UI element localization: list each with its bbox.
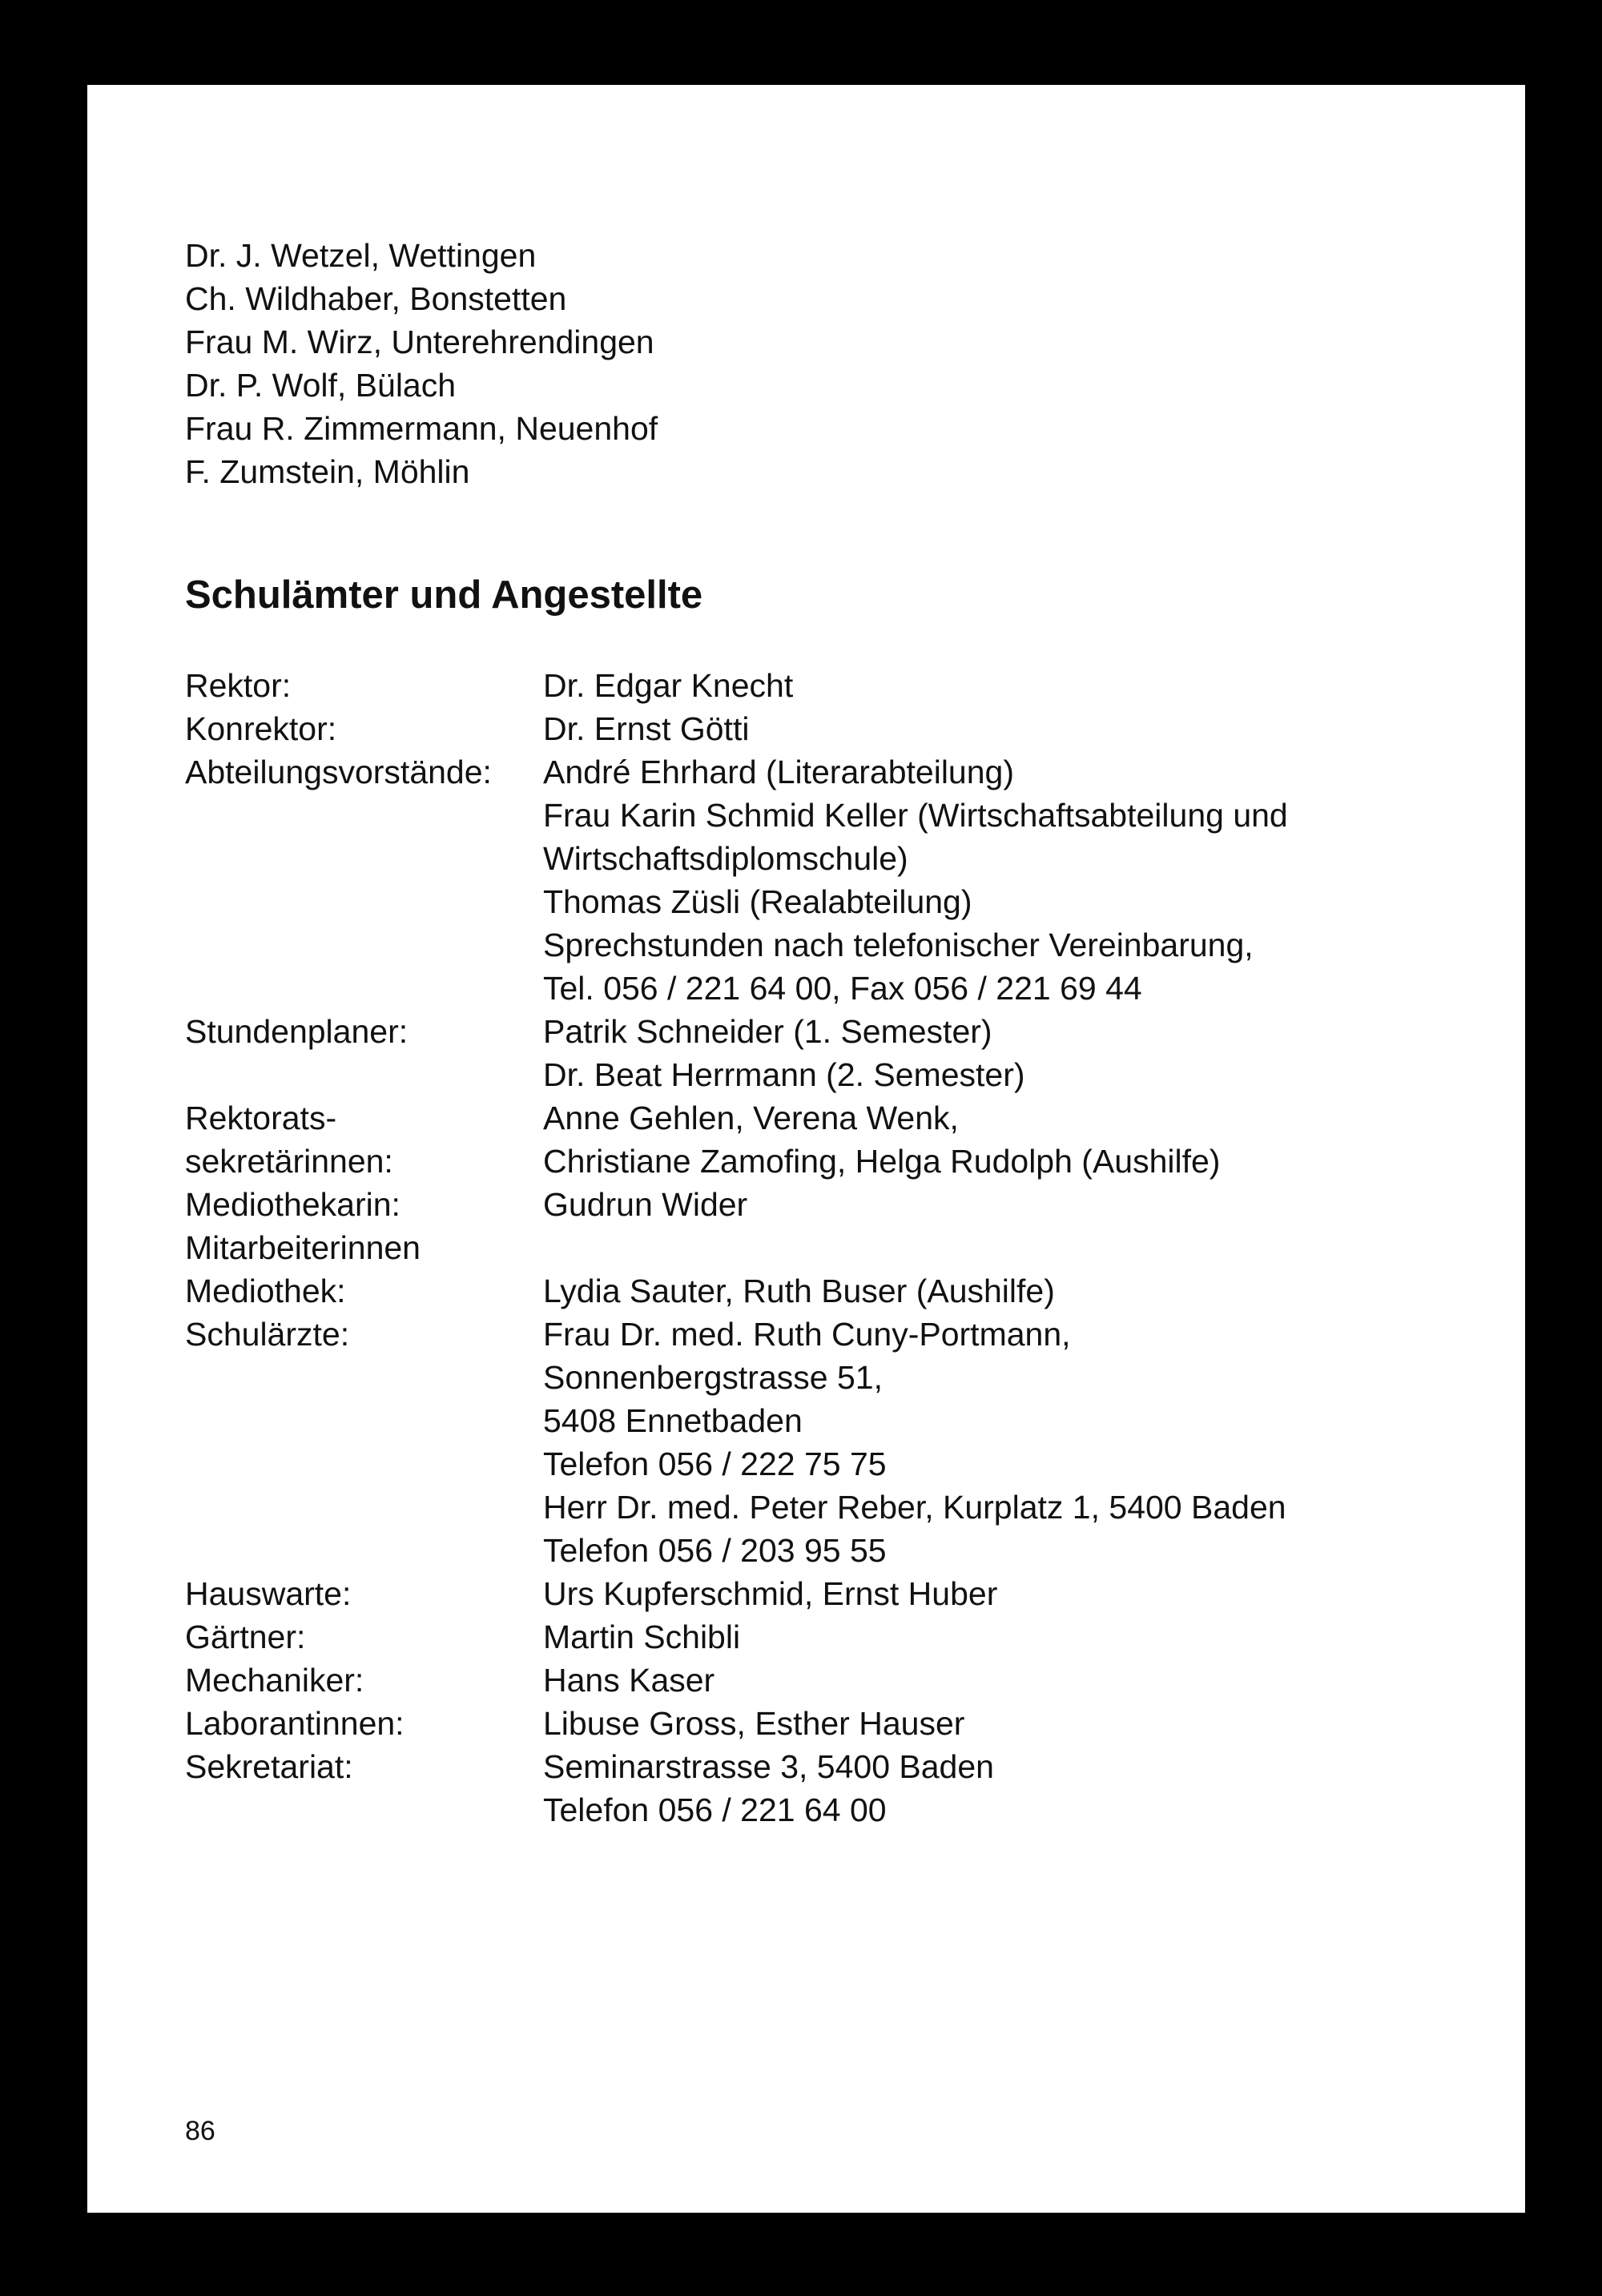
staff-value-line: Dr. Edgar Knecht (543, 667, 794, 704)
staff-role-label: Schulärzte: (185, 1316, 350, 1353)
staff-value-line: Thomas Züsli (Realabteilung) (543, 883, 972, 920)
staff-role-label: Mediothek: (185, 1273, 346, 1309)
staff-row (185, 664, 1288, 707)
staff-values (543, 664, 793, 707)
staff-value-line: Sprechstunden nach telefonischer Vereinbarung, (543, 927, 1254, 963)
staff-value-line: Hans Kaser (543, 1662, 715, 1699)
staff-value-line: Tel. 056 / 221 64 00, Fax 056 / 221 69 44 (543, 970, 1142, 1007)
staff-value-line: Dr. Ernst Götti (543, 710, 750, 747)
staff-row (185, 1615, 1288, 1659)
staff-role-label: Rektorats- (185, 1100, 337, 1136)
staff-value-line: Dr. Beat Herrmann (2. Semester) (543, 1056, 1025, 1093)
staff-table (185, 664, 1288, 1832)
staff-row (185, 1572, 1288, 1615)
staff-role-label: Mediothekarin: (185, 1186, 400, 1223)
staff-values (543, 1313, 1286, 1572)
staff-role-label: sekretärinnen: (185, 1143, 393, 1180)
staff-values (543, 1010, 1025, 1096)
staff-value-line: Herr Dr. med. Peter Reber, Kurplatz 1, 5400 Baden (543, 1489, 1286, 1526)
staff-values (543, 1572, 997, 1615)
staff-role-label: Abteilungsvorstände: (185, 754, 492, 790)
staff-value-line: Lydia Sauter, Ruth Buser (Aushilfe) (543, 1273, 1055, 1309)
member-list (185, 234, 658, 493)
member-list-item: Ch. Wildhaber, Bonstetten (185, 280, 567, 317)
staff-value-line (543, 1226, 552, 1269)
staff-row (185, 750, 1288, 1010)
staff-row (185, 1096, 1288, 1140)
member-list-item: Dr. J. Wetzel, Wettingen (185, 237, 537, 274)
staff-row (185, 1226, 1288, 1269)
staff-values (543, 1183, 747, 1226)
staff-role-label: Sekretariat: (185, 1748, 353, 1785)
staff-role-label: Mechaniker: (185, 1662, 364, 1699)
staff-row (185, 1659, 1288, 1702)
staff-value-line: Libuse Gross, Esther Hauser (543, 1705, 965, 1742)
page-number: 86 (185, 2116, 215, 2146)
member-list-item: Frau M. Wirz, Unterehrendingen (185, 324, 654, 360)
member-list-item: F. Zumstein, Möhlin (185, 453, 470, 490)
staff-row (185, 1313, 1288, 1572)
staff-row (185, 1140, 1288, 1183)
staff-value-line: Frau Karin Schmid Keller (Wirtschaftsabteilung und (543, 797, 1288, 834)
staff-value-line: Telefon 056 / 203 95 55 (543, 1532, 887, 1569)
staff-value-line: Telefon 056 / 222 75 75 (543, 1446, 887, 1482)
staff-value-line: Sonnenbergstrasse 51, (543, 1359, 883, 1396)
staff-values (543, 1096, 959, 1140)
staff-value-line: Seminarstrasse 3, 5400 Baden (543, 1748, 994, 1785)
staff-role-label: Rektor: (185, 667, 292, 704)
staff-value-line: Urs Kupferschmid, Ernst Huber (543, 1575, 998, 1612)
staff-role-label: Gärtner: (185, 1618, 306, 1655)
staff-values (543, 1659, 714, 1702)
staff-value-line: Wirtschaftsdiplomschule) (543, 840, 908, 877)
staff-values (543, 750, 1288, 1010)
section-title: Schulämter und Angestellte (185, 573, 703, 617)
staff-values (543, 1226, 552, 1269)
staff-value-line: Gudrun Wider (543, 1186, 748, 1223)
staff-row (185, 1010, 1288, 1096)
staff-role-label: Konrektor: (185, 710, 337, 747)
staff-value-line: Frau Dr. med. Ruth Cuny-Portmann, (543, 1316, 1071, 1353)
staff-value-line: André Ehrhard (Literarabteilung) (543, 754, 1014, 790)
staff-values (543, 1745, 994, 1832)
staff-values (543, 1702, 964, 1745)
staff-row (185, 707, 1288, 750)
staff-role-label: Mitarbeiterinnen (185, 1229, 421, 1266)
member-list-item: Frau R. Zimmermann, Neuenhof (185, 410, 658, 447)
staff-row (185, 1269, 1288, 1313)
staff-values (543, 707, 749, 750)
staff-values (543, 1140, 1220, 1183)
staff-row (185, 1183, 1288, 1226)
staff-value-line: Martin Schibli (543, 1618, 741, 1655)
staff-value-line: Telefon 056 / 221 64 00 (543, 1791, 887, 1828)
staff-value-line: Patrik Schneider (1. Semester) (543, 1013, 992, 1050)
staff-row (185, 1745, 1288, 1832)
member-list-item: Dr. P. Wolf, Bülach (185, 367, 457, 404)
staff-value-line: 5408 Ennetbaden (543, 1402, 803, 1439)
staff-value-line: Christiane Zamofing, Helga Rudolph (Aushilfe) (543, 1143, 1221, 1180)
staff-values (543, 1615, 740, 1659)
staff-role-label: Laborantinnen: (185, 1705, 405, 1742)
staff-value-line: Anne Gehlen, Verena Wenk, (543, 1100, 959, 1136)
staff-row (185, 1702, 1288, 1745)
staff-values (543, 1269, 1055, 1313)
staff-role-label: Stundenplaner: (185, 1013, 409, 1050)
staff-role-label: Hauswarte: (185, 1575, 352, 1612)
